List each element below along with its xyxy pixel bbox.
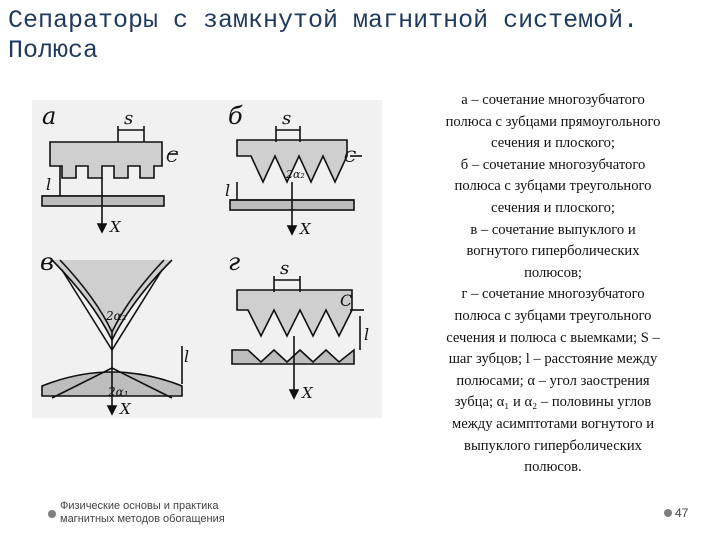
panel-a-s-label: s bbox=[124, 108, 134, 129]
panel-g-l-label: l bbox=[364, 325, 370, 344]
page-number-text: 47 bbox=[675, 506, 689, 520]
caption-line: шаг зубцов; l – расстояние между bbox=[448, 351, 658, 368]
panel-a-l-label: l bbox=[46, 175, 52, 194]
panel-b-l-label: l bbox=[225, 181, 231, 200]
panel-b-alpha-label: 2α₂ bbox=[286, 168, 305, 181]
panel-a-x-label: X bbox=[110, 218, 121, 236]
footer-line-2: магнитных методов обогащения bbox=[60, 513, 225, 525]
caption-line: полюсов; bbox=[524, 264, 582, 281]
slide-title-line-2: Полюса bbox=[8, 36, 99, 65]
caption-line: полюса с зубцами прямоугольного bbox=[445, 113, 661, 130]
panel-g-c-label: C bbox=[340, 291, 353, 310]
caption-line: а – сочетание многозубчатого bbox=[461, 92, 645, 108]
panel-g-x-label: X bbox=[302, 384, 313, 402]
panel-a-c-label: C bbox=[166, 147, 179, 166]
panel-b-c-label: C bbox=[344, 147, 357, 166]
caption-line: полюса с зубцами треугольного bbox=[454, 178, 652, 195]
pole-diagram-figure bbox=[32, 100, 382, 418]
panel-v-l-label: l bbox=[184, 347, 190, 366]
footer bbox=[48, 500, 225, 526]
panel-v-alpha2-label: 2α₂ bbox=[106, 309, 127, 323]
caption-line: сечения и плоского; bbox=[491, 135, 615, 152]
caption-line: выпуклого гиперболических bbox=[464, 437, 642, 454]
panel-b-x-label: X bbox=[300, 220, 311, 238]
caption-line: б – сочетание многозубчатого bbox=[460, 156, 646, 173]
caption-line: зубца; α₁ и α₂ – половины углов bbox=[454, 394, 652, 411]
panel-a-label: а bbox=[42, 102, 57, 130]
caption-line: вогнутого гиперболических bbox=[466, 243, 640, 260]
footer-bullet-icon bbox=[48, 510, 56, 518]
panel-v-x-label: X bbox=[120, 400, 131, 418]
panel-g-s-label: s bbox=[280, 258, 290, 279]
caption-line: сечения и плоского; bbox=[491, 199, 615, 216]
page-number-bullet-icon bbox=[664, 509, 672, 517]
caption-line: между асимптотами вогнутого и bbox=[451, 415, 655, 432]
footer-line-1: Физические основы и практика bbox=[60, 500, 219, 512]
panel-v-alpha1-label: 2α₁ bbox=[108, 385, 129, 399]
caption-line: г – сочетание многозубчатого bbox=[461, 286, 645, 303]
panel-v-label: в bbox=[40, 248, 54, 276]
panel-b-s-label: s bbox=[282, 108, 292, 129]
slide-title-line-1: Сепараторы с замкнутой магнитной системой. bbox=[8, 6, 639, 35]
caption-line: полюса с зубцами треугольного bbox=[454, 307, 652, 324]
caption-line: полюсов. bbox=[524, 459, 582, 476]
panel-g-label: г bbox=[228, 248, 241, 276]
slide-title bbox=[8, 6, 713, 66]
figure-caption bbox=[392, 90, 714, 479]
page-number bbox=[664, 506, 688, 520]
panel-b-label: б bbox=[228, 102, 243, 130]
caption-line: в – сочетание выпуклого и bbox=[470, 221, 636, 238]
caption-line: сечения и полюса с выемками; S – bbox=[446, 329, 660, 346]
caption-line: полюсами; α – угол заострения bbox=[456, 372, 650, 389]
